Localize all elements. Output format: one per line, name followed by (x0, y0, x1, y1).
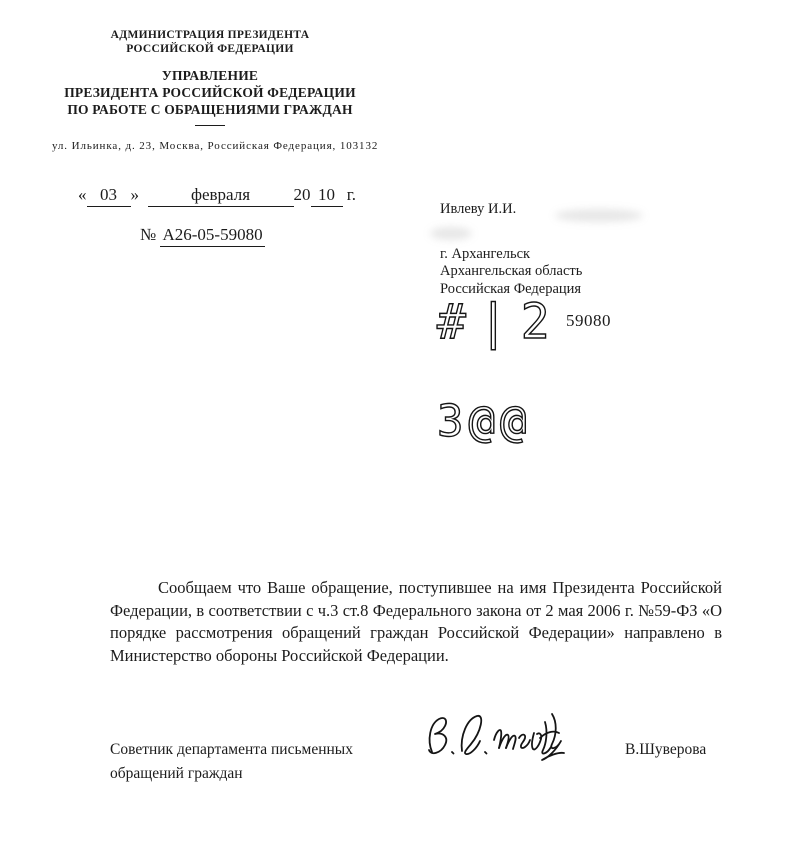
signer-title: Советник департамента письменных обращений граждан (110, 741, 353, 782)
letterhead-divider (195, 125, 225, 126)
close-quote: » (130, 185, 139, 204)
department-name-line2: ПРЕЗИДЕНТА РОССИЙСКОЙ ФЕДЕРАЦИИ (64, 85, 356, 100)
number-sign: № (140, 225, 157, 244)
recipient-name: Ивлеву И.И. (440, 201, 517, 217)
administration-name-line2: РОССИЙСКОЙ ФЕДЕРАЦИИ (126, 43, 294, 55)
recipient-city: г. Архангельск (440, 245, 531, 262)
open-quote: « (78, 185, 87, 204)
date-year-suffix: г. (346, 185, 357, 204)
department-name-line3: ПО РАБОТЕ С ОБРАЩЕНИЯМИ ГРАЖДАН (67, 102, 353, 117)
stamp-code-line1: #|2 (437, 294, 563, 350)
letterhead (52, 28, 379, 152)
stamp-number: 59080 (566, 311, 611, 330)
date-day: 03 (87, 185, 131, 207)
administration-name-line1: АДМИНИСТРАЦИЯ ПРЕЗИДЕНТА (110, 29, 310, 41)
date-century: 20 (293, 185, 311, 204)
date-line (78, 185, 356, 207)
stamp-code-line2: 3@@ (437, 396, 532, 447)
recipient-region: Архангельская область (440, 263, 583, 279)
handwritten-signature (418, 700, 568, 777)
document-number-value: А26-05-59080 (160, 225, 264, 247)
document-number (140, 225, 265, 247)
redacted-text-smudge (555, 209, 643, 222)
department-name-line1: УПРАВЛЕНИЕ (161, 68, 259, 83)
recipient-country: Российская Федерация (440, 280, 582, 297)
date-year: 10 (311, 185, 343, 207)
signer-name: В.Шуверова (625, 741, 707, 758)
signature-ink-icon (418, 700, 568, 772)
date-month: февраля (148, 185, 294, 207)
letterhead-address: ул. Ильинка, д. 23, Москва, Российская Федерация, 103132 (52, 140, 379, 152)
recipient-address (440, 246, 582, 299)
letter-body: Сообщаем что Ваше обращение, поступившее на имя Президента Российской Федерации, в соответствии с ч.3 ст.8 Федерального закона от 2 мая 2006 г. №59-ФЗ «О порядке рассмотрения обращений граждан Российской Федерации» направлено в Министерство обороны Российской Федерации. (110, 578, 722, 665)
redacted-text-smudge (430, 227, 472, 240)
